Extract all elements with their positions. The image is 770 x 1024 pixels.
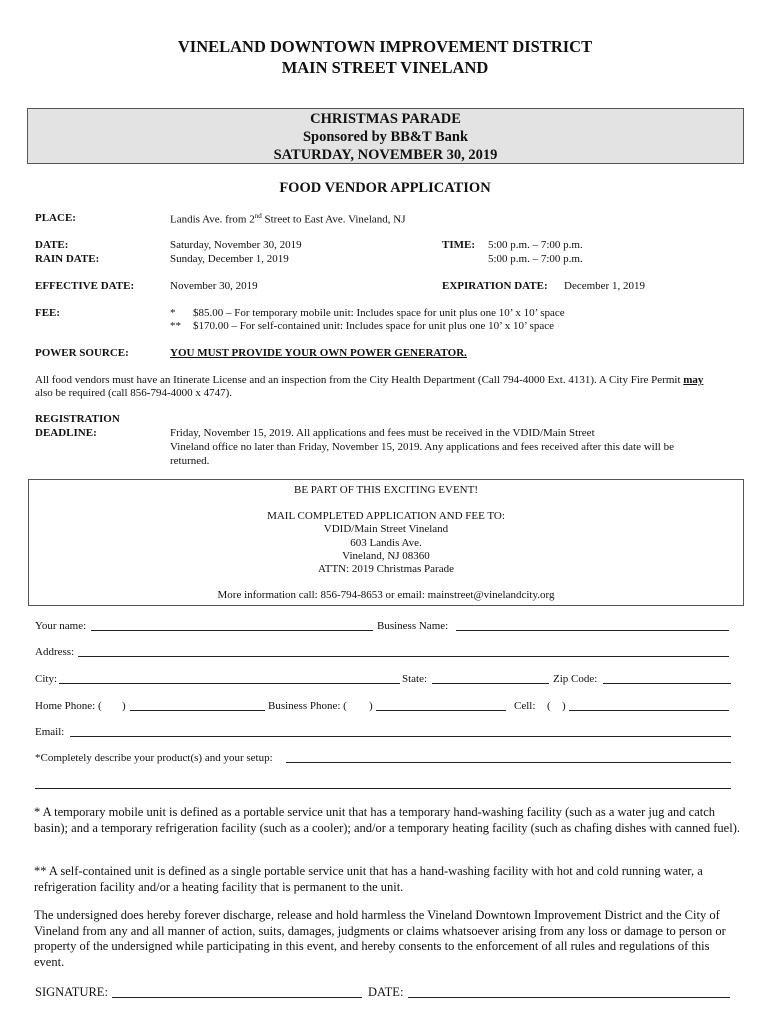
- power-source-value: YOU MUST PROVIDE YOUR OWN POWER GENERATOR.: [170, 347, 467, 359]
- address-label: Address:: [35, 646, 75, 658]
- date-label: DATE:: [35, 239, 69, 251]
- effective-date-label: EFFECTIVE DATE:: [35, 280, 135, 292]
- home-phone-label: Home Phone: (: [35, 700, 102, 712]
- event-banner: [27, 108, 744, 164]
- zip-code-label: Zip Code:: [553, 673, 598, 685]
- city-label: City:: [35, 673, 58, 685]
- your-name-label: Your name:: [35, 620, 87, 632]
- deadline-line2: Vineland office no later than Friday, November 15, 2019. Any applications and fees received after this date will be: [170, 441, 674, 453]
- email-label: Email:: [35, 726, 65, 738]
- home-phone-field[interactable]: [130, 710, 265, 711]
- rain-time-value: 5:00 p.m. – 7:00 p.m.: [488, 253, 583, 265]
- org-title-line1: VINELAND DOWNTOWN IMPROVEMENT DISTRICT: [177, 37, 593, 56]
- deadline-line3: returned.: [170, 455, 210, 467]
- state-label: State:: [402, 673, 428, 685]
- registration-label: REGISTRATION: [35, 413, 120, 425]
- business-phone-field[interactable]: [376, 710, 506, 711]
- your-name-field[interactable]: [91, 630, 373, 631]
- mail-address-line2: 603 Landis Ave.: [350, 537, 422, 549]
- more-info-line: More information call: 856-794-8653 or email: mainstreet@vinelandcity.org: [217, 589, 555, 601]
- place-value: Landis Ave. from 2nd Street to East Ave. Vineland, NJ: [170, 212, 406, 226]
- cell-close-paren: ): [562, 700, 566, 712]
- rain-date-value: Sunday, December 1, 2019: [170, 253, 289, 265]
- effective-date-value: November 30, 2019: [170, 280, 258, 292]
- time-value: 5:00 p.m. – 7:00 p.m.: [488, 239, 583, 251]
- cell-phone-field[interactable]: [569, 710, 729, 711]
- cell-open-paren: (: [547, 700, 551, 712]
- mail-address-line4: ATTN: 2019 Christmas Parade: [318, 563, 454, 575]
- email-field[interactable]: [70, 736, 731, 737]
- power-source-label: POWER SOURCE:: [35, 347, 129, 359]
- fee-label: FEE:: [35, 307, 61, 319]
- mail-heading: MAIL COMPLETED APPLICATION AND FEE TO:: [267, 510, 505, 522]
- rain-date-label: RAIN DATE:: [35, 253, 100, 265]
- business-phone-close-paren: ): [369, 700, 373, 712]
- fee-self-contained: $170.00 – For self-contained unit: Includes space for unit plus one 10’ x 10’ space: [193, 320, 554, 332]
- deadline-label: DEADLINE:: [35, 427, 97, 439]
- mail-address-line3: Vineland, NJ 08360: [342, 550, 430, 562]
- event-sponsor: Sponsored by BB&T Bank: [302, 129, 469, 145]
- address-field[interactable]: [78, 656, 729, 657]
- form-title: FOOD VENDOR APPLICATION: [279, 180, 491, 196]
- date-value: Saturday, November 30, 2019: [170, 239, 302, 251]
- business-phone-label: Business Phone: (: [268, 700, 347, 712]
- signature-field[interactable]: [112, 997, 362, 998]
- business-name-label: Business Name:: [377, 620, 449, 632]
- mail-info-box: [28, 479, 744, 606]
- fee-temporary: $85.00 – For temporary mobile unit: Includes space for unit plus one 10’ x 10’ space: [193, 307, 565, 319]
- signature-label: SIGNATURE:: [35, 985, 108, 999]
- temporary-unit-definition: * A temporary mobile unit is defined as a portable service unit that has a temporary hand-washing facility (such as a water jug and catch basin); and a temporary refrigeration facility (such as a cooler); and/or a temporary heating facility (such as chafing dishes with canned fuel).: [34, 805, 740, 835]
- state-field[interactable]: [432, 683, 549, 684]
- cell-label: Cell:: [514, 700, 536, 712]
- mail-address-line1: VDID/Main Street Vineland: [323, 523, 449, 535]
- deadline-line1: Friday, November 15, 2019. All applications and fees must be received in the VDID/Main Street: [170, 427, 595, 439]
- license-note-line1: All food vendors must have an Itinerate License and an inspection from the City Health Department (Call 794-4000 Ext. 4131). A City Fire Permit may: [35, 374, 704, 386]
- home-phone-close-paren: ): [122, 700, 126, 712]
- city-field[interactable]: [59, 683, 400, 684]
- place-label: PLACE:: [35, 212, 76, 224]
- fee-mark-1: *: [170, 307, 176, 319]
- describe-setup-field[interactable]: [286, 762, 731, 763]
- expiration-date-label: EXPIRATION DATE:: [442, 280, 548, 292]
- describe-setup-label: *Completely describe your product(s) and your setup:: [35, 752, 273, 764]
- signature-date-field[interactable]: [408, 997, 730, 998]
- time-label: TIME:: [442, 239, 475, 251]
- signature-date-label: DATE:: [368, 985, 404, 999]
- self-contained-unit-definition: ** A self-contained unit is defined as a single portable service unit that has a hand-washing facility with hot and cold running water, a refrigeration facility and/or a heating facility that is permanent to the unit.: [34, 864, 703, 894]
- mail-tagline: BE PART OF THIS EXCITING EVENT!: [293, 484, 478, 496]
- business-name-field[interactable]: [456, 630, 729, 631]
- expiration-date-value: December 1, 2019: [564, 280, 645, 292]
- event-date: SATURDAY, NOVEMBER 30, 2019: [273, 147, 498, 163]
- org-title-line2: MAIN STREET VINELAND: [281, 58, 489, 77]
- license-note-line2: also be required (call 856-794-4000 x 4747).: [35, 387, 233, 399]
- event-name: CHRISTMAS PARADE: [310, 111, 461, 127]
- describe-setup-field-line2[interactable]: [35, 788, 731, 789]
- release-statement: The undersigned does hereby forever discharge, release and hold harmless the Vineland Downtown Improvement District and the City of Vineland from any and all manner of action, suits, damages, judgments or claims whatsoever arising from any loss or damage to person or property of the undersigned while participating in this event, and hereby consents to the enforcement of all rules and regulations of this event.: [34, 908, 726, 969]
- fee-mark-2: **: [170, 320, 181, 332]
- zip-code-field[interactable]: [603, 683, 731, 684]
